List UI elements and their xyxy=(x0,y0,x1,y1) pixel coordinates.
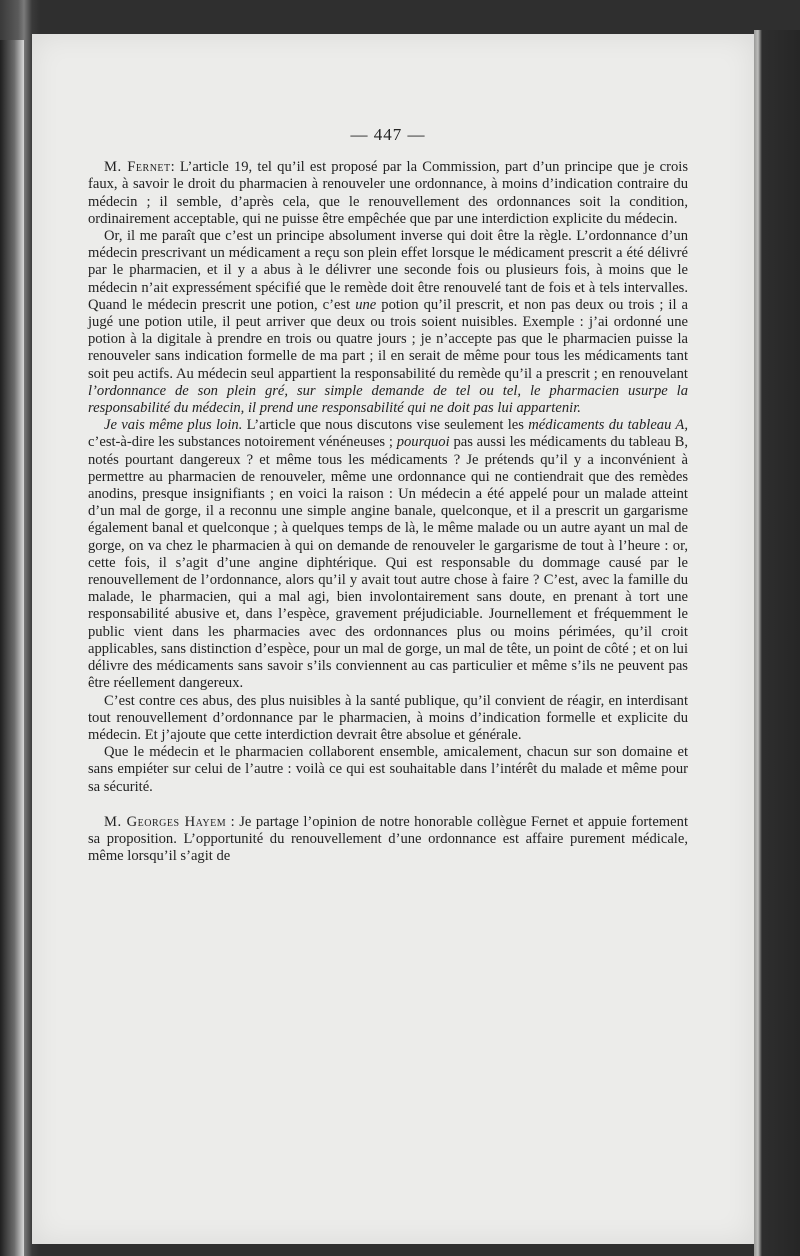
paragraph-text: potion qu’il prescrit, et non pas deux ou trois ; il a jugé une potion utile, il peut arriver que deux ou trois soient nuisibles. Exemple : j’ai ordonné une potion à la digitale à prendre en trois ou quatre jours ; je n’accepte pas que le pharmacien puisse la renouveler sans indication formelle de ma part ; il en serait de même pour tous les médicaments tant soit peu actifs. Au médecin seul appartient la responsabilité du remède qu’il a prescrit ; en renouvelant xyxy=(88,296,688,382)
paragraph-text: C’est contre ces abus, des plus nuisibles à la santé publique, qu’il convient de réagir, en interdisant tout renouvellement d’ordonnance par le pharmacien, à moins d’indication formelle et explicite du médecin. Et j’ajoute que cette interdiction devrait être absolue et générale. xyxy=(88,692,688,743)
paragraph-text: c’est-à-dire les substances notoirement vénéneuses ; xyxy=(88,434,397,451)
paragraph-text: L’article que nous discutons vise seulement les xyxy=(242,417,529,434)
paragraph-text: : L’article 19, tel qu’il est proposé par la Commission, part d’un principe que je crois faux, à savoir le droit du pharmacien à renouveler une ordonnance, à moins d’indication contraire du médecin ; il semble, d’après cela, que le renouvellement des ordonnances soit la condition, ordinairement acceptable, qui ne puisse être empêchée que par une interdiction explicite du médecin. xyxy=(88,159,688,227)
paragraph-gap xyxy=(88,796,688,814)
paragraph-text: : Je partage l’opinion de notre honorable collègue Fernet et appuie fortement sa proposition. L’opportunité du renouvellement d’une ordonnance est affaire purement médicale, même lorsqu’il s’agit de xyxy=(88,813,688,865)
italic-text: Je vais même plus loin. xyxy=(104,417,243,434)
page-number: — 447 — xyxy=(350,125,426,144)
paragraph-text: pas aussi les médicaments du tableau B, notés pourtant dangereux ? et même tous les médicaments ? Je prétends qu’il y a inconvénient à permettre au pharmacien de renouveler, même une ordonnance qui ne contiendrait que des remèdes anodins, presque insignifiants ; en voici la raison : Un médecin a été appelé pour un malade atteint d’un mal de gorge, il a reconnu une simple angine banale, quelconque, et il a prescrit un gargarisme également banal et quelconque ; à quelques temps de là, le même malade ou un autre ayant un mal de gorge, on va chez le pharmacien à qui on demande de renouveler le gargarisme de tout à l’heure : or, cette fois, il s’agit d’une angine diphtérique. Qui est responsable du dommage causé par le renouvellement de l’ordonnance, alors qu’il y avait tout autre chose à faire ? C’est, avec la famille du malade, le pharmacien, qui a mal agi, bien involontairement sans doute, en prenant à tort une responsabilité abusive et, dans l’espèce, gravement préjudiciable. Journellement et fréquemment le public vient dans les pharmacies avec des ordonnances plus ou moins périmées, qu’il croit applicables, sans distinction d’espèce, pour un mal de gorge, un mal de tête, un point de côté ; et on lui délivre des médicaments sans savoir s’ils conviennent au cas particulier et même s’ils ne peuvent pas être réellement dangereux. xyxy=(88,434,688,692)
paragraph-text: Que le médecin et le pharmacien collaborent ensemble, amicalement, chacun sur son domaine et sans empiéter sur celui de l’autre : voilà ce qui est souhaitable dans l’intérêt du malade et même pour sa sécurité. xyxy=(88,744,688,795)
italic-text: une xyxy=(355,296,377,313)
book-spine-shadow xyxy=(0,40,24,1256)
page-edge-right xyxy=(754,30,800,1256)
paragraph-collaboration xyxy=(88,744,688,796)
paragraph-principle xyxy=(88,228,688,417)
italic-text: l’ordonnance de son plein gré, sur simple demande de tel ou tel, le pharmacien usurpe la responsabilité du médecin, il prend une responsabilité qui ne doit pas lui appartenir. xyxy=(88,382,688,417)
paragraph-further xyxy=(88,417,688,692)
paragraph-text: Or, il me paraît que c’est un principe absolument inverse qui doit être la règle. L’ordonnance d’un médecin prescrivant un médicament a reçu son plein effet lorsque le médicament prescrit a été délivré par le pharmacien, et il y a abus à le délivrer une seconde fois ou plusieurs fois, à moins que le médecin n’ait expressément spécifié que le remède doit être renouvelé tant de fois et à tels intervalles. Quand le médecin prescrit une potion, c’est xyxy=(88,228,688,313)
speaker-name: M. Fernet xyxy=(104,159,171,176)
paragraph-abuses xyxy=(88,693,688,745)
page-content xyxy=(88,126,688,865)
italic-text: pourquoi xyxy=(396,434,450,451)
paragraph-hayem xyxy=(88,814,688,866)
italic-text: médicaments du tableau A, xyxy=(528,417,688,434)
paragraph-fernet-intro xyxy=(88,159,688,228)
speaker-name: M. Georges Hayem xyxy=(104,813,227,830)
